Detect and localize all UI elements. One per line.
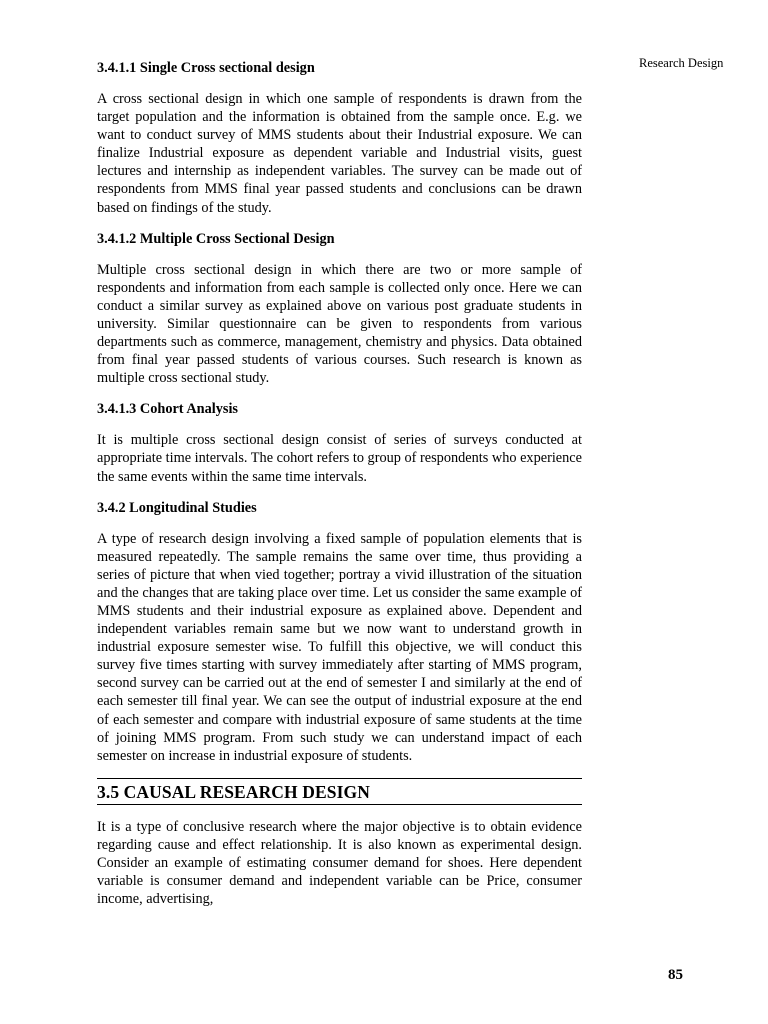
page-number: 85 [668,967,683,983]
heading-3-5: 3.5 CAUSAL RESEARCH DESIGN [97,781,370,802]
paragraph-3-5: It is a type of conclusive research where the major objective is to obtain evidence regarding cause and effect relationship. It is also known as experimental design. Consider an example of estimating consumer demand for shoes. Here dependent variable is consumer demand and independent variable can be Price, consumer income, advertising, [97,818,582,908]
paragraph-3-4-2: A type of research design involving a fixed sample of population elements that is measured repeatedly. The sample remains the same over time, thus providing a series of picture that when vied together; portray a vivid illustration of the situation and the changes that are taking place over time. Let us consider the same example of MMS students and their industrial exposure as explained above. Dependent and independent variables remain same but we now want to understand growth in industrial exposure semester wise. To fulfill this objective, we will conduct this survey five times starting with survey immediately after starting of MMS program, second survey can be carried out at the end of semester I and similarly at the end of each semester till final year. We can see the output of industrial exposure at the end of each semester and compare with industrial exposure of same students at the time of joining MMS program. From such study we can understand impact of each semester on increase in industrial exposure of students. [97,530,582,764]
heading-3-4-1-2: 3.4.1.2 Multiple Cross Sectional Design [97,230,335,247]
heading-3-4-2: 3.4.2 Longitudinal Studies [97,499,257,516]
section-heading-rule [97,778,582,805]
running-head: Research Design [639,56,724,70]
paragraph-3-4-1-2: Multiple cross sectional design in which there are two or more sample of respondents and information from each sample is collected only once. Here we can conduct a similar survey as explained above on various post graduate students in university. Similar questionnaire can be given to respondents from various departments such as commerce, management, chemistry and physics. Data obtained from final year passed students of various courses. Such research is known as multiple cross sectional study. [97,261,582,387]
paragraph-3-4-1-3: It is multiple cross sectional design consist of series of surveys conducted at appropriate time intervals. The cohort refers to group of respondents who experience the same events within the same time intervals. [97,432,582,485]
heading-3-4-1-1: 3.4.1.1 Single Cross sectional design [97,60,315,76]
heading-3-4-1-3: 3.4.1.3 Cohort Analysis [97,401,239,418]
page-body [97,59,582,921]
paragraph-3-4-1-1: A cross sectional design in which one sample of respondents is drawn from the target population and the information is obtained from the sample once. E.g. we want to conduct survey of MMS students about their Industrial exposure. We can finalize Industrial exposure as dependent variable and Industrial visits, guest lectures and internship as independent variables. The survey can be made out of respondents from MMS final year passed students and conclusions can be drawn based on findings of the study. [97,91,582,216]
